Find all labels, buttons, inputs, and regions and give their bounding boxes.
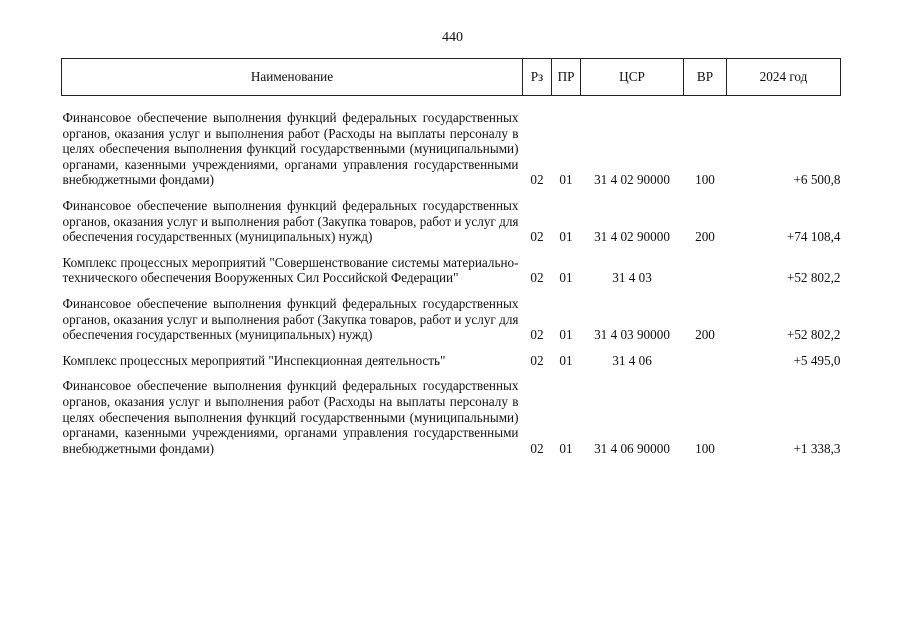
table-row — [62, 343, 841, 369]
row-name: Финансовое обеспечение выполнения функций федеральных государственных органов, оказания услуг и выполнения работ (Закупка товаров, работ и услуг для обеспечения государственных (муниципальных) нужд) — [62, 295, 519, 343]
row-pr: 01 — [559, 172, 573, 188]
row-name: Финансовое обеспечение выполнения функций федеральных государственных органов, оказания услуг и выполнения работ (Закупка товаров, работ и услуг для обеспечения государственных (муниципальных) нужд) — [62, 197, 519, 245]
row-rz: 02 — [530, 172, 544, 188]
row-amount: +52 802,2 — [786, 327, 841, 343]
row-csr: 31 4 02 90000 — [594, 229, 670, 245]
table-row — [62, 368, 841, 456]
row-amount: +74 108,4 — [786, 229, 841, 245]
row-vr: 100 — [695, 440, 715, 456]
row-vr: 200 — [695, 229, 715, 245]
row-rz: 02 — [530, 327, 544, 343]
row-name: Финансовое обеспечение выполнения функций федеральных государственных органов, оказания услуг и выполнения работ (Расходы на выплаты персоналу в целях обеспечения выполнения функций государственными (муниципальными) органами, казенными учреждениями, органами управления государственными внебюджетными фондами) — [62, 378, 519, 456]
row-name: Комплекс процессных мероприятий "Инспекционная деятельность" — [62, 352, 446, 368]
row-vr: 200 — [695, 327, 715, 343]
table-row — [62, 286, 841, 343]
header-csr: ЦСР — [581, 59, 684, 96]
row-rz: 02 — [530, 270, 544, 286]
row-vr — [684, 245, 727, 286]
row-rz: 02 — [530, 352, 544, 368]
row-pr: 01 — [559, 352, 573, 368]
row-name: Финансовое обеспечение выполнения функций федеральных государственных органов, оказания услуг и выполнения работ (Расходы на выплаты персоналу в целях обеспечения выполнения функций государственными (муниципальными) органами, казенными учреждениями, органами управления государственными внебюджетными фондами) — [62, 110, 519, 188]
row-csr: 31 4 03 90000 — [594, 327, 670, 343]
table-row — [62, 188, 841, 245]
row-vr: 100 — [695, 172, 715, 188]
row-amount: +1 338,3 — [793, 440, 841, 456]
budget-table — [61, 58, 841, 456]
row-amount: +6 500,8 — [793, 172, 841, 188]
row-amount: +52 802,2 — [786, 270, 841, 286]
row-pr: 01 — [559, 327, 573, 343]
row-vr — [684, 343, 727, 369]
row-pr: 01 — [559, 440, 573, 456]
row-pr: 01 — [559, 270, 573, 286]
header-year: 2024 год — [727, 59, 841, 96]
header-rz: Рз — [523, 59, 552, 96]
row-rz: 02 — [530, 440, 544, 456]
row-csr: 31 4 06 — [612, 352, 652, 368]
header-vr: ВР — [684, 59, 727, 96]
row-csr: 31 4 06 90000 — [594, 440, 670, 456]
row-csr: 31 4 02 90000 — [594, 172, 670, 188]
row-rz: 02 — [530, 229, 544, 245]
table-row — [62, 96, 841, 188]
row-name: Комплекс процессных мероприятий "Совершенствование системы материально-технического обеспечения Вооруженных Сил Российской Федерации" — [62, 254, 519, 286]
table-row — [62, 245, 841, 286]
header-name: Наименование — [62, 59, 523, 96]
row-pr: 01 — [559, 229, 573, 245]
table-header — [62, 59, 841, 96]
row-csr: 31 4 03 — [612, 270, 652, 286]
header-pr: ПР — [552, 59, 581, 96]
row-amount: +5 495,0 — [793, 352, 841, 368]
page-number: 440 — [442, 30, 463, 45]
